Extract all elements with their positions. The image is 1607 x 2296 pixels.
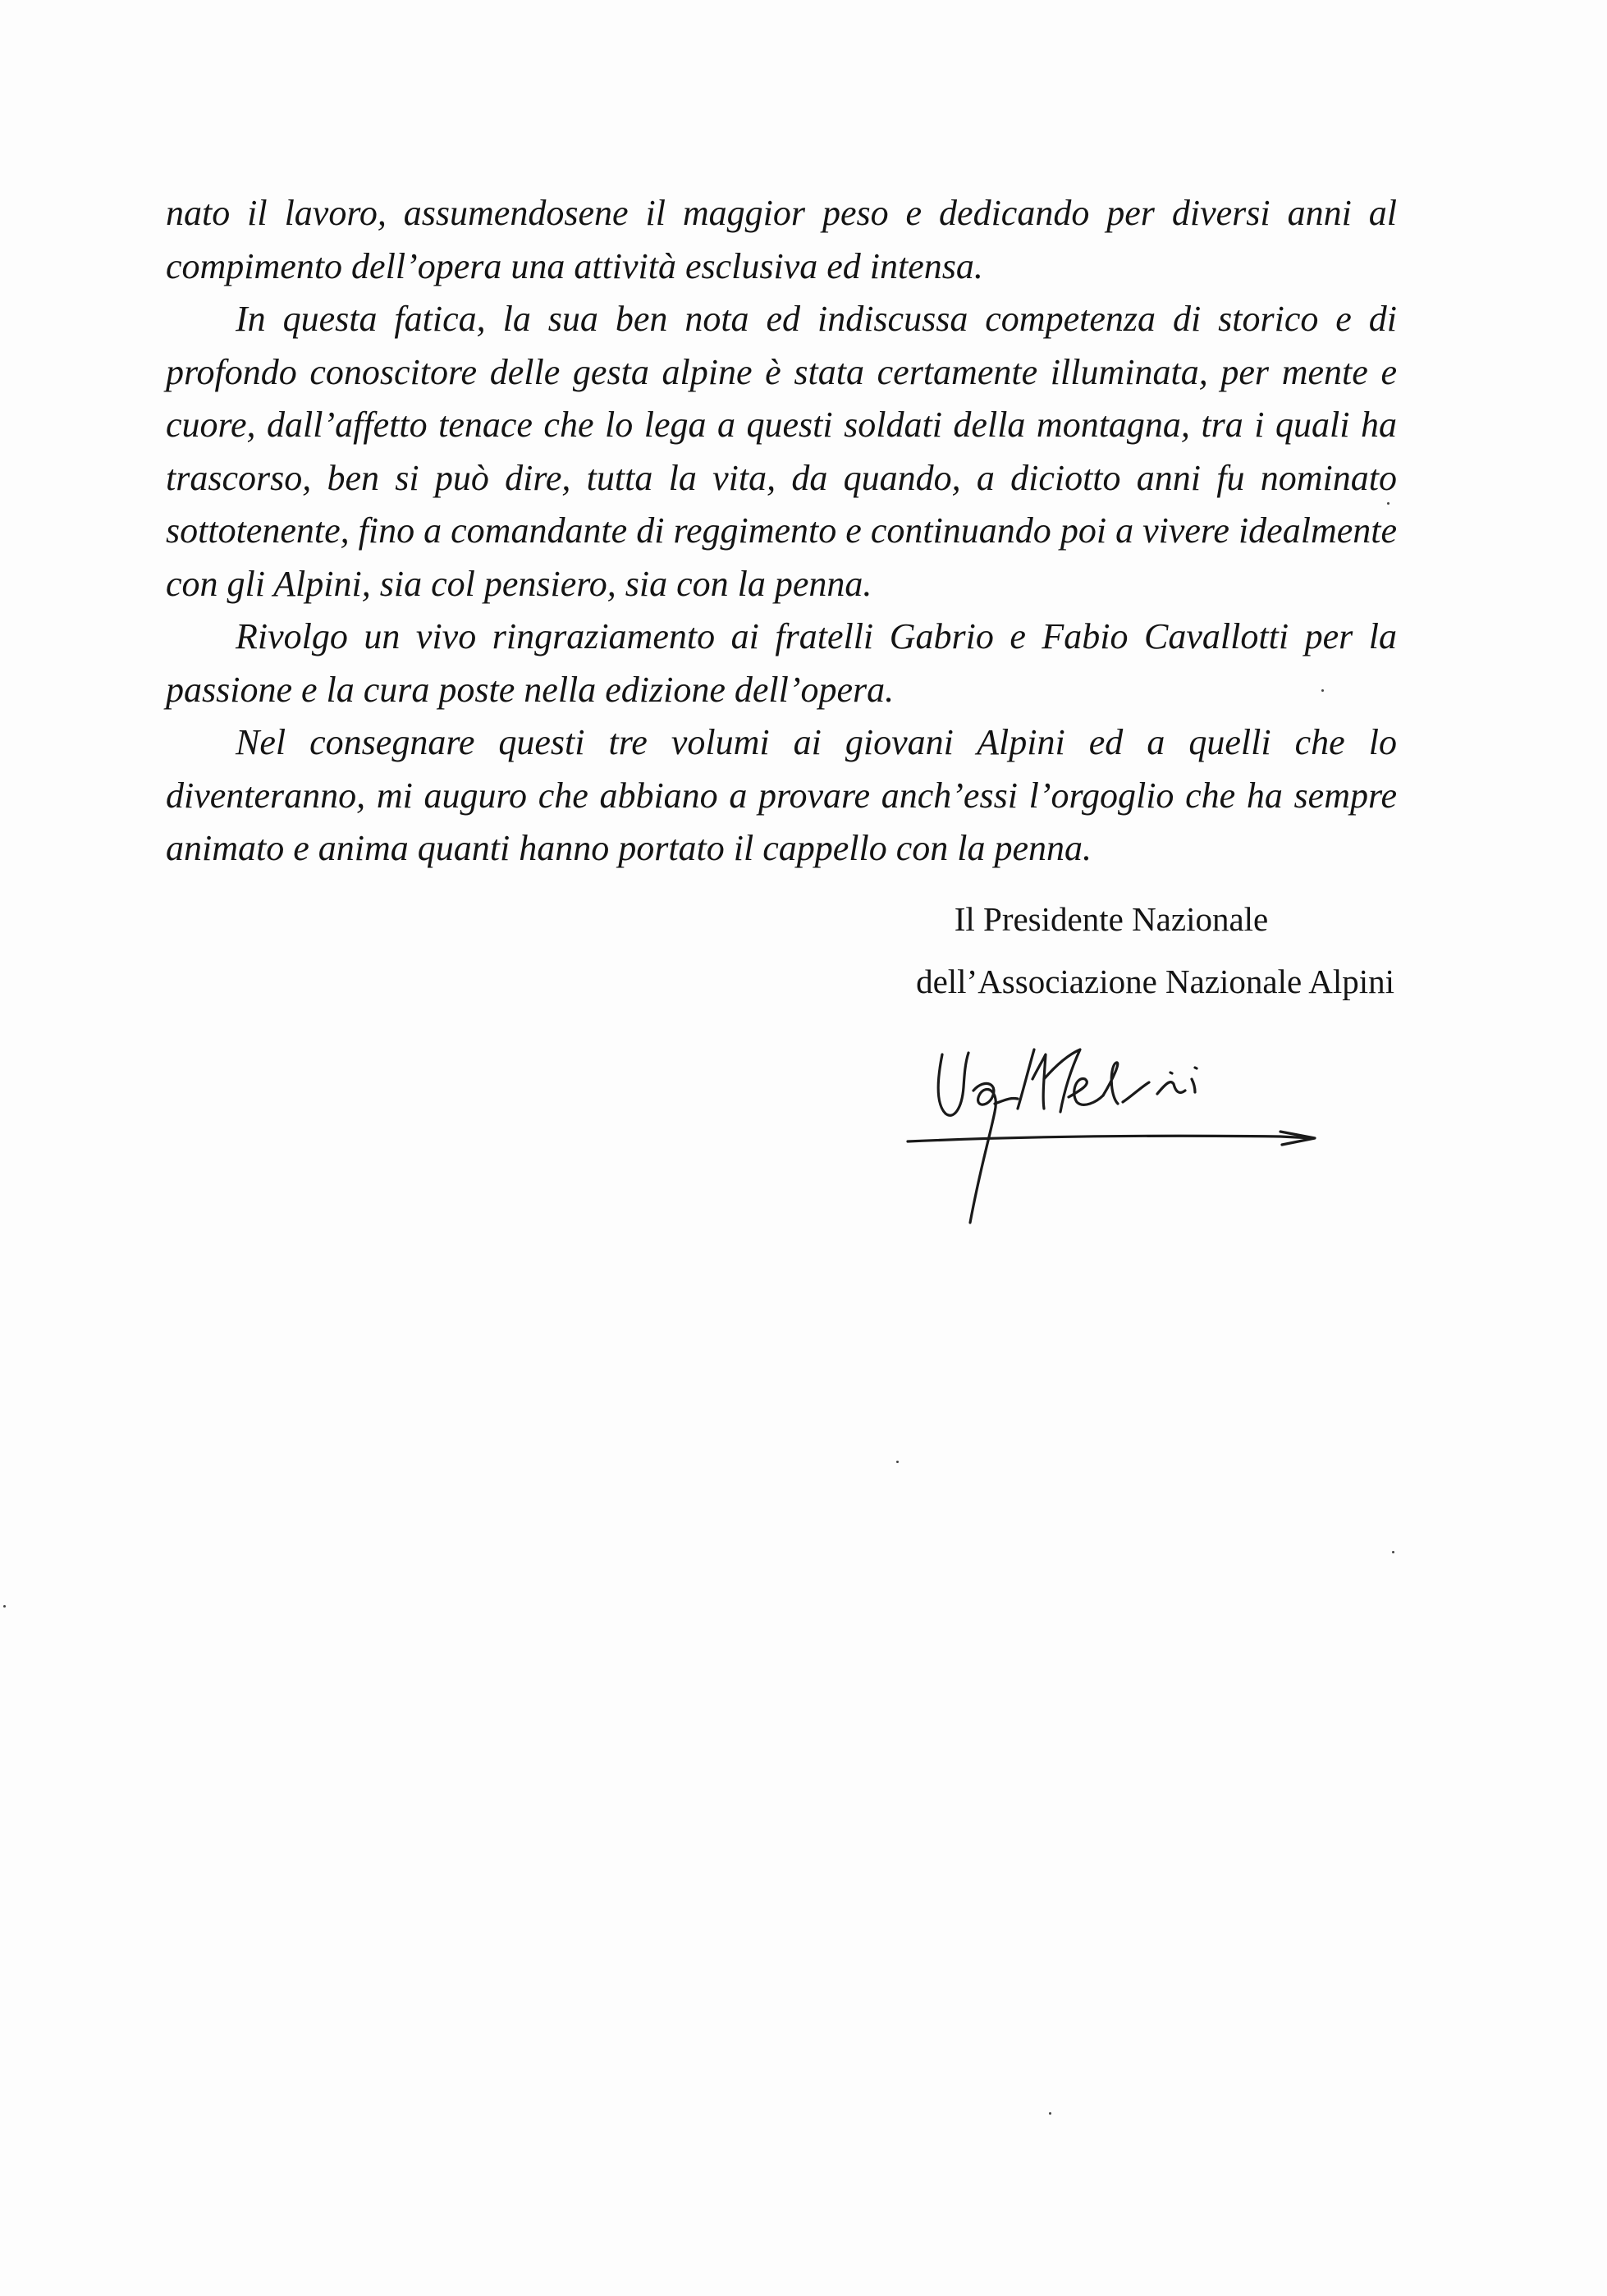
scan-speck bbox=[3, 1605, 6, 1608]
scan-speck bbox=[1387, 502, 1390, 505]
scan-speck bbox=[896, 1461, 899, 1463]
scan-speck bbox=[1049, 2112, 1051, 2115]
paragraph-wish: Nel consegnare questi tre volumi ai giovani Alpini ed a quelli che lo diventeranno, mi auguro che abbiano a provare anch’essi l’orgoglio che ha sempre animato e anima quanti hanno portato il cappello con la penna. bbox=[166, 722, 1397, 868]
closing-title: Il Presidente Nazionale bbox=[954, 900, 1269, 938]
scan-speck bbox=[1392, 1551, 1394, 1553]
paragraph-tribute: In questa fatica, la sua ben nota ed indiscussa competenza di storico e di profondo conoscitore delle gesta alpine è stata certamente illuminata, per mente e cuore, dall’affetto tenace che lo lega a questi soldati della montagna, tra i quali ha trascorso, ben si può dire, tutta la vita, da quando, a diciotto anni fu nominato sottotenente, fino a comandante di reggimento e continuando poi a vivere idealmente con gli Alpini, sia col pensiero, sia con la penna. bbox=[166, 299, 1397, 604]
paragraph-continuation: nato il lavoro, assumendosene il maggior peso e dedicando per diversi anni al compimento dell’opera una attività esclusiva ed intensa. bbox=[166, 193, 1397, 286]
closing-organization: dell’Associazione Nazionale Alpini bbox=[916, 963, 1394, 1000]
closing-block bbox=[656, 888, 1394, 1013]
scan-speck bbox=[1321, 689, 1324, 692]
paragraph-thanks: Rivolgo un vivo ringraziamento ai fratelli Gabrio e Fabio Cavallotti per la passione e la cura poste nella edizione dell’opera. bbox=[166, 616, 1397, 710]
letter-body bbox=[166, 187, 1397, 876]
handwritten-signature bbox=[895, 1030, 1321, 1243]
